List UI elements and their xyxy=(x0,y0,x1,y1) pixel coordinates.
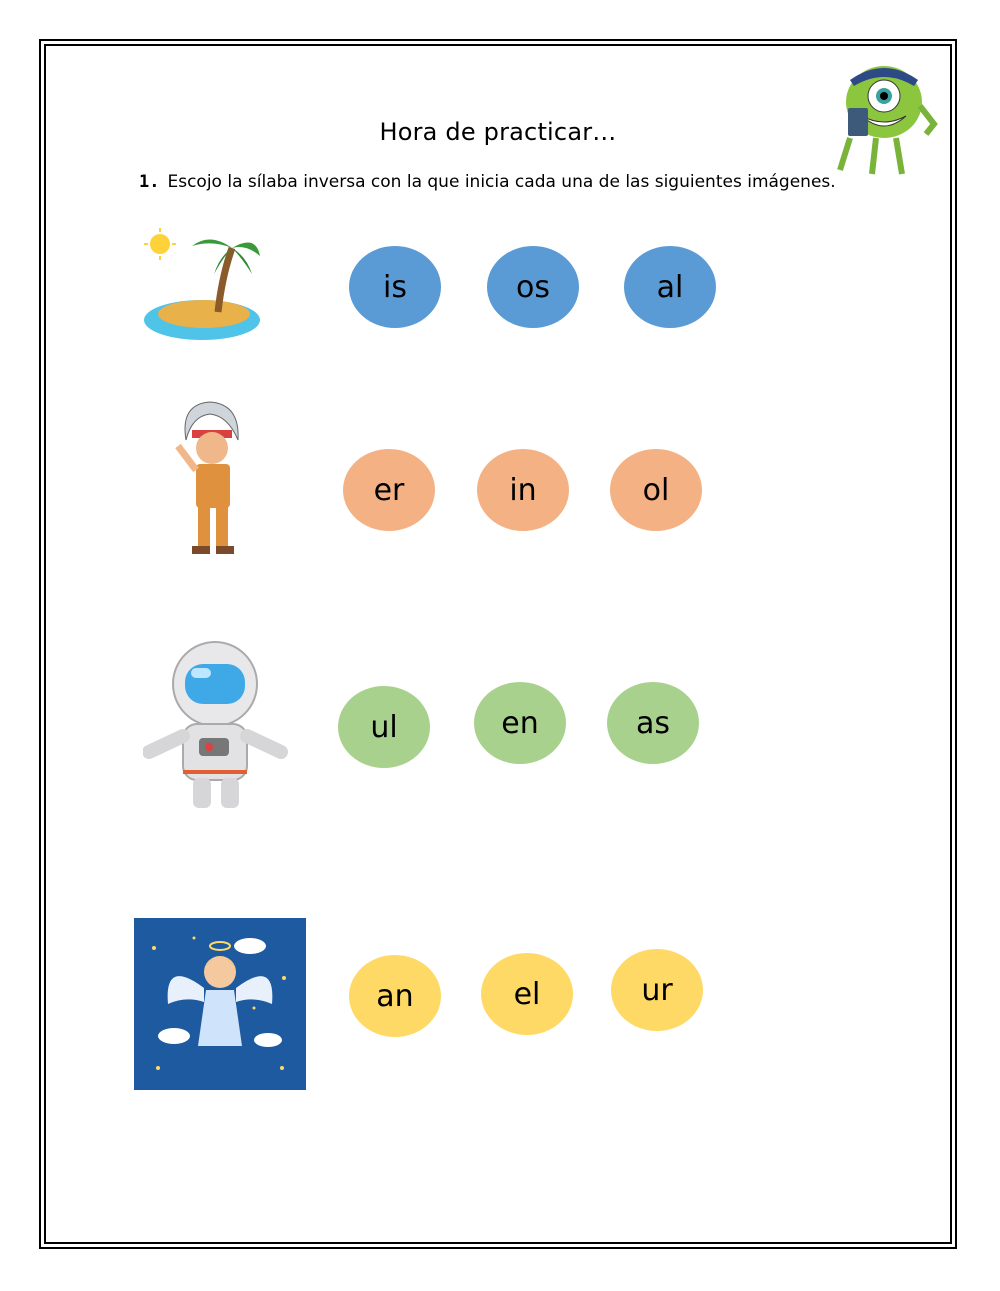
syllable-label: el xyxy=(513,976,541,1012)
syllable-label: as xyxy=(635,705,670,741)
native-child-image xyxy=(160,400,260,562)
syllable-option[interactable] xyxy=(349,955,441,1037)
angel-image xyxy=(134,918,306,1090)
syllable-option[interactable] xyxy=(477,449,569,531)
syllable-label: ol xyxy=(642,472,670,508)
syllable-option[interactable] xyxy=(607,682,699,764)
syllable-label: is xyxy=(383,269,407,305)
instruction xyxy=(139,172,836,192)
syllable-label: al xyxy=(656,269,684,305)
syllable-option[interactable] xyxy=(487,246,579,328)
worksheet-title: Hora de practicar… xyxy=(379,118,617,146)
green-monster-mascot-image xyxy=(828,50,940,180)
instruction-number: 1. xyxy=(139,172,160,192)
syllable-option[interactable] xyxy=(624,246,716,328)
syllable-label: ul xyxy=(370,709,398,745)
syllable-label: in xyxy=(509,472,537,508)
syllable-option[interactable] xyxy=(349,246,441,328)
syllable-option[interactable] xyxy=(481,953,573,1035)
syllable-label: en xyxy=(501,705,539,741)
island-palm-tree-image xyxy=(140,226,265,346)
syllable-label: ur xyxy=(641,972,673,1008)
astronaut-image xyxy=(143,640,288,815)
syllable-option[interactable] xyxy=(611,949,703,1031)
instruction-text: Escojo la sílaba inversa con la que inicia cada una de las siguientes imágenes. xyxy=(167,172,836,192)
syllable-option[interactable] xyxy=(474,682,566,764)
syllable-option[interactable] xyxy=(338,686,430,768)
syllable-label: er xyxy=(373,472,405,508)
syllable-label: os xyxy=(516,269,550,305)
syllable-option[interactable] xyxy=(610,449,702,531)
syllable-label: an xyxy=(376,978,414,1014)
syllable-option[interactable] xyxy=(343,449,435,531)
